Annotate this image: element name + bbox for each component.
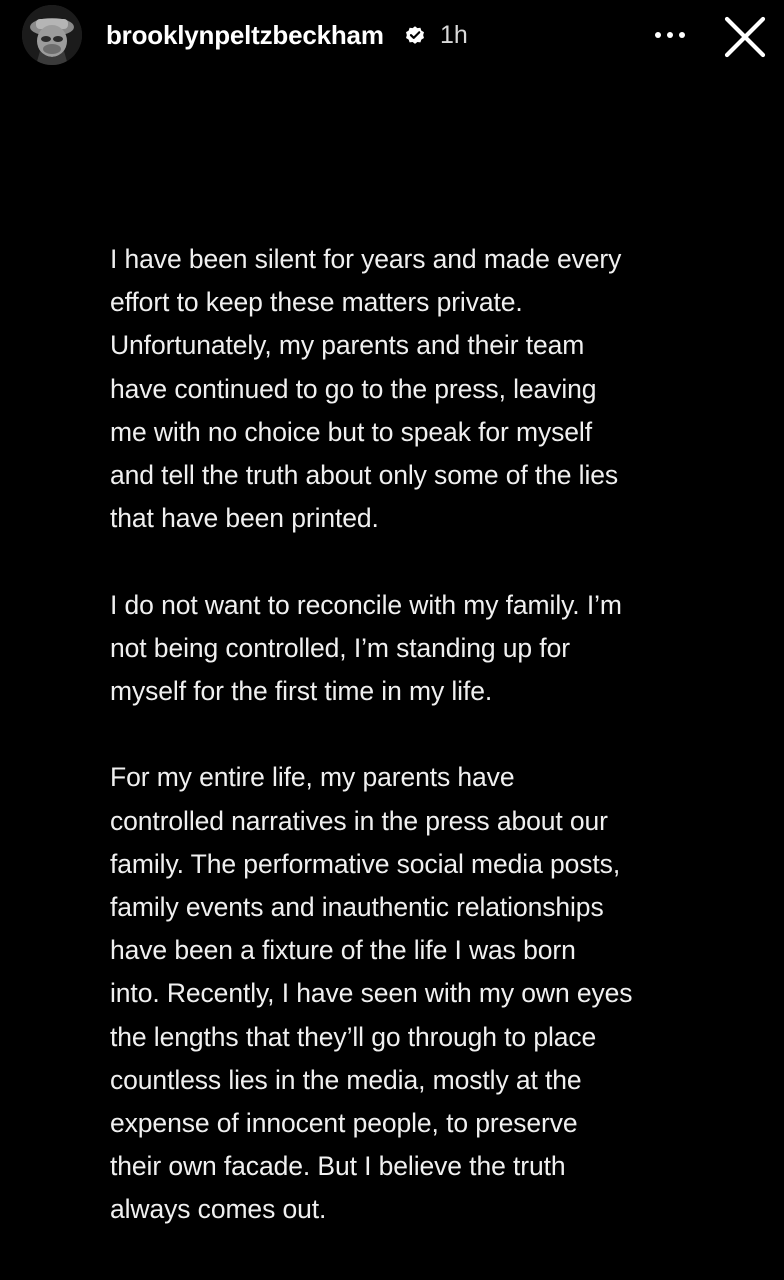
story-text [110,238,710,1275]
story-header [0,0,784,72]
story-paragraph [110,584,710,714]
story-paragraph [110,238,710,540]
text-line: family. The performative social media posts, [110,848,621,879]
text-line: have continued to go to the press, leaving [110,373,597,404]
text-line: that have been printed. [110,503,379,534]
story-paragraph [110,756,710,1231]
text-line: family events and inauthentic relationships [110,892,604,923]
text-line: expense of innocent people, to preserve [110,1108,578,1139]
text-line: the lengths that they’ll go through to place [110,1021,597,1052]
profile-avatar-icon [22,5,82,65]
text-line: countless lies in the media, mostly at the [110,1064,582,1095]
text-line: controlled narratives in the press about our [110,805,608,836]
avatar[interactable] [22,5,82,65]
more-options-icon[interactable] [648,18,692,52]
close-icon[interactable] [722,14,768,60]
text-line: I do not want to reconcile with my family. I’m [110,589,622,620]
text-line: have been a fixture of the life I was born [110,935,576,966]
text-line: I have been silent for years and made every [110,244,622,274]
text-line: into. Recently, I have seen with my own eyes [110,978,633,1009]
text-line: Unfortunately, my parents and their team [110,330,585,361]
username[interactable]: brooklynpeltzbeckham [106,20,384,50]
text-line: effort to keep these matters private. [110,287,523,318]
text-line: me with no choice but to speak for myself [110,416,592,447]
post-timestamp: 1h [440,21,468,49]
text-line: their own facade. But I believe the truth [110,1151,566,1182]
text-line: always comes out. [110,1194,327,1225]
text-line: For my entire life, my parents have [110,762,515,793]
text-line: not being controlled, I’m standing up for [110,632,570,663]
text-line: and tell the truth about only some of the lies [110,460,619,491]
text-line: myself for the first time in my life. [110,676,493,707]
verified-badge-icon [404,24,426,46]
